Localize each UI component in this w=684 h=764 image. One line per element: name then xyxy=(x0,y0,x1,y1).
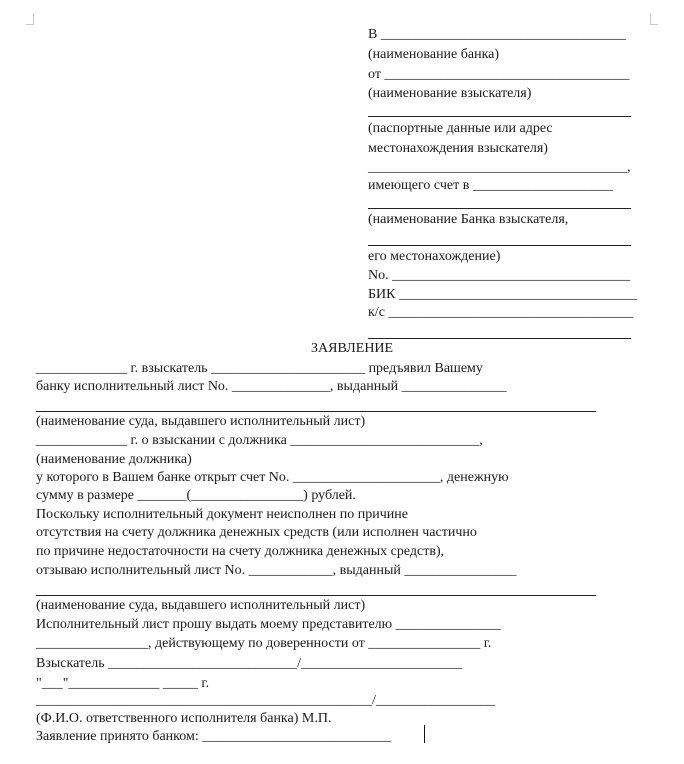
header-blank-line xyxy=(368,116,631,117)
body-line: отзываю исполнительный лист No. ____________, выданный ________________ xyxy=(36,563,517,578)
header-line-number: No. __________________________________ xyxy=(368,268,631,283)
header-line-claimant-hint: (наименование взыскателя) xyxy=(368,86,532,101)
body-line: _____________ г. о взыскании с должника ___________________________, xyxy=(36,433,483,448)
body-blank-line xyxy=(36,411,596,412)
body-line: _____________ г. взыскатель ______________________ предъявил Вашему xyxy=(36,361,483,376)
header-blank-line xyxy=(368,208,631,209)
header-line-account: имеющего счет в ____________________ xyxy=(368,178,613,193)
body-line-court-hint: (наименование суда, выдавшего исполнительный лист) xyxy=(36,414,366,429)
body-line-debtor-hint: (наименование должника) xyxy=(36,452,192,467)
body-line: сумму в размере _______(________________) рублей. xyxy=(36,488,356,503)
body-line-court-hint: (наименование суда, выдавшего исполнительный лист) xyxy=(36,598,366,613)
header-line-corr-account: к/с ___________________________________ xyxy=(368,305,634,320)
document-title: ЗАЯВЛЕНИЕ xyxy=(311,341,394,356)
body-line-signature: Взыскатель ___________________________/_______________________ xyxy=(36,656,463,671)
body-line: по причине недостаточности на счету должника денежных средств), xyxy=(36,544,445,559)
header-line-comma-blank: _____________________________________, xyxy=(368,160,631,175)
header-blank-line xyxy=(368,338,631,339)
header-line-from: от ___________________________________ xyxy=(368,67,630,82)
header-line-passport: (паспортные данные или адрес xyxy=(368,121,553,136)
crop-mark-top-right xyxy=(650,13,658,25)
body-blank-line xyxy=(36,595,596,596)
header-line-claimant-bank-hint: (наименование Банка взыскателя, xyxy=(368,212,569,227)
text-cursor xyxy=(424,725,425,743)
body-line: у которого в Вашем банке открыт счет No. _____________________, денежную xyxy=(36,470,509,485)
body-line-executor-hint: (Ф.И.О. ответственного исполнителя банка) М.П. xyxy=(36,711,332,726)
body-line-signature-bank: ________________________________________________/_________________ xyxy=(36,693,495,708)
body-line: отсутствия на счету должника денежных средств (или исполнен частично xyxy=(36,525,477,540)
body-line-accepted: Заявление принято банком: ___________________________ xyxy=(36,729,392,744)
header-line-bank-to: В ___________________________________ xyxy=(368,27,626,42)
header-line-location: местонахождения взыскателя) xyxy=(368,141,548,156)
crop-mark-top-left xyxy=(26,13,34,25)
body-line: ________________, действующему по доверенности от ________________ г. xyxy=(36,636,492,651)
header-line-location-hint: его местонахождение) xyxy=(368,249,501,264)
body-line-date: "___"_____________ _____ г. xyxy=(36,676,210,691)
header-line-bank-name-hint: (наименование банка) xyxy=(368,47,500,62)
body-line: банку исполнительный лист No. ______________, выданный _______________ xyxy=(36,379,507,394)
header-line-bik: БИК __________________________________ xyxy=(368,287,637,302)
header-blank-line xyxy=(368,245,631,246)
body-line: Исполнительный лист прошу выдать моему представителю _______________ xyxy=(36,617,501,632)
body-line: Поскольку исполнительный документ неисполнен по причине xyxy=(36,507,408,522)
